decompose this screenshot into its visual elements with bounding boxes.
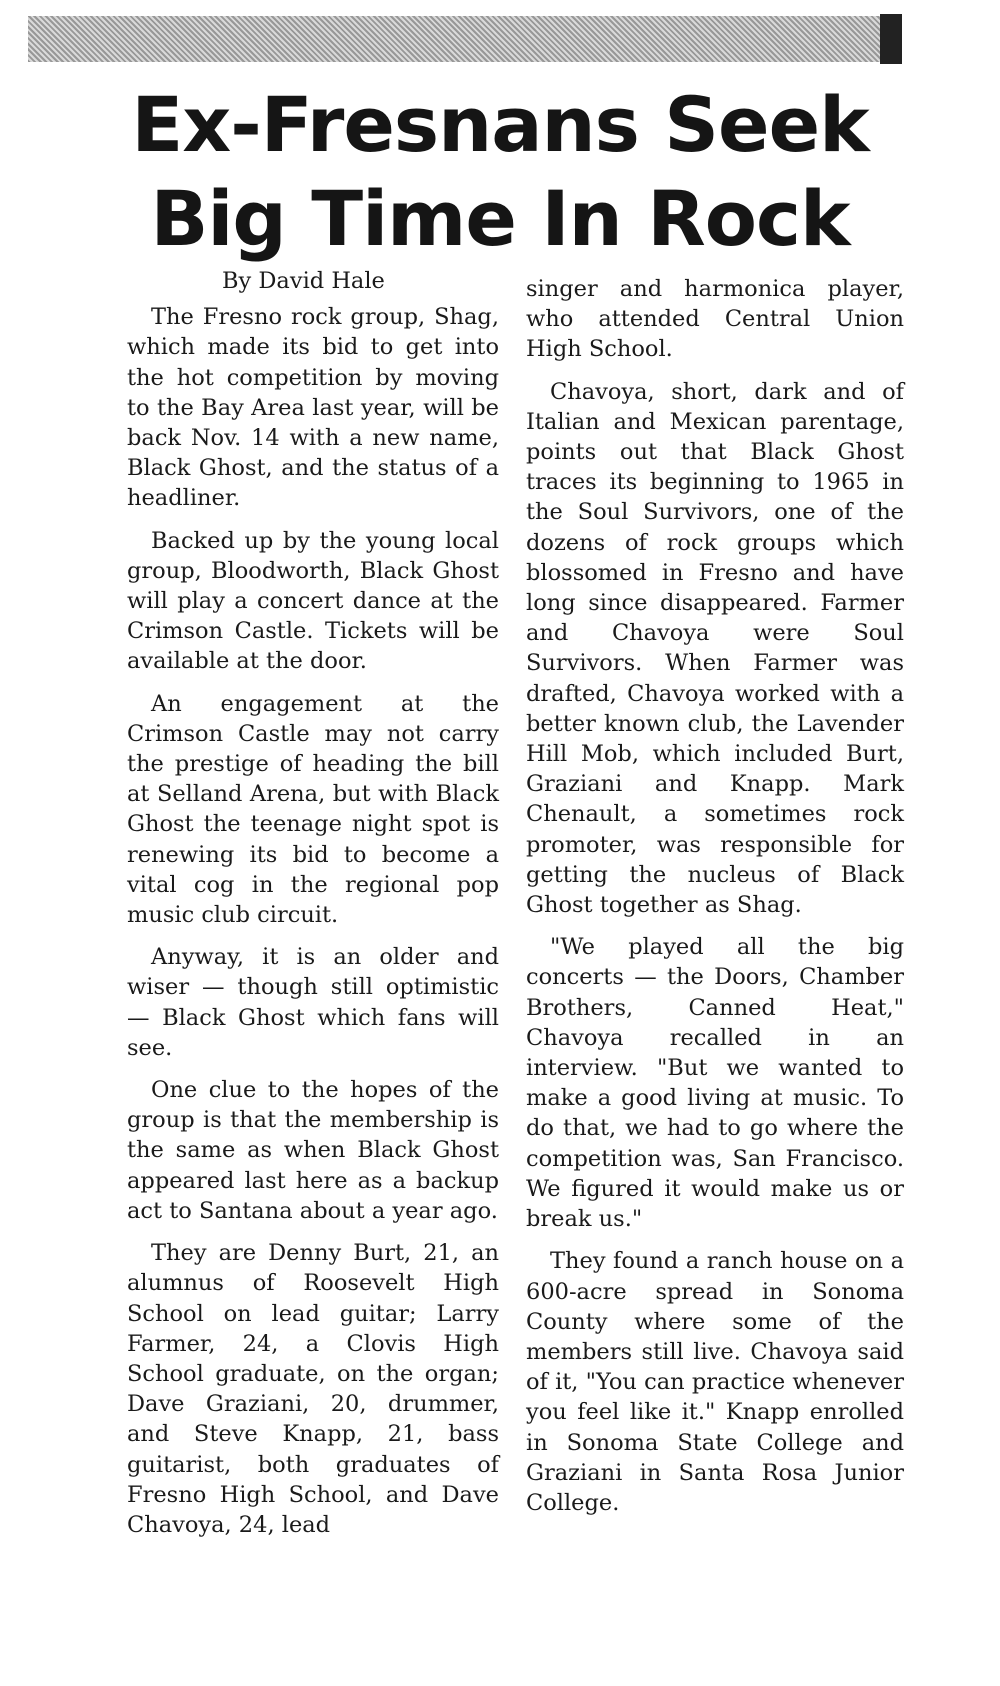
headline-line-1: Ex-Fresnans Seek (131, 80, 869, 169)
paragraph: The Fresno rock group, Shag, which made its bid to get into the hot competition by moving to the Bay Area last year, will be back Nov. 14 with a new name, Black Ghost, and the status of a headliner. (127, 304, 499, 512)
paragraph: Anyway, it is an older and wiser — though still optimistic — Black Ghost which fans will see. (127, 944, 499, 1061)
paragraph: "We played all the big concerts — the Doors, Chamber Brothers, Canned Heat," Chavoya recalled in an interview. "But we wanted to make a good living at music. To do that, we had to go where the competition was, San Francisco. We figured it would make us or break us." (526, 934, 904, 1233)
paragraph: They are Denny Burt, 21, an alumnus of Roosevelt High School on lead guitar; Larry Farmer, 24, a Clovis High School graduate, on the organ; Dave Graziani, 20, drummer, and Steve Knapp, 21, bass guitarist, both graduates of Fresno High School, and Dave Chavoya, 24, lead (127, 1240, 499, 1538)
headline-line-2: Big Time In Rock (150, 174, 850, 263)
decorative-top-rule (28, 16, 901, 62)
paragraph: One clue to the hopes of the group is that the membership is the same as when Black Ghost appeared last here as a backup act to Santana about a year ago. (127, 1077, 499, 1224)
headline (0, 78, 1000, 266)
decorative-top-rule-end (880, 14, 902, 64)
paragraph: Backed up by the young local group, Bloodworth, Black Ghost will play a concert dance at the Crimson Castle. Tickets will be available at the door. (127, 527, 499, 675)
byline: By David Hale (222, 268, 385, 294)
paragraph: An engagement at the Crimson Castle may not carry the prestige of heading the bill at Selland Arena, but with Black Ghost the teenage night spot is renewing its bid to become a vital cog in the regional pop music club circuit. (127, 690, 499, 929)
article-column-right (526, 274, 904, 1530)
paragraph-continued: singer and harmonica player, who attended Central Union High School. (526, 276, 904, 363)
article-column-left (127, 266, 499, 1552)
paragraph: They found a ranch house on a 600-acre spread in Sonoma County where some of the members still live. Chavoya said of it, "You can practice whenever you feel like it." Knapp enrolled in Sonoma State College and Graziani in Santa Rosa Junior College. (526, 1248, 904, 1516)
paragraph: Chavoya, short, dark and of Italian and Mexican parentage, points out that Black Ghost traces its beginning to 1965 in the Soul Survivors, one of the dozens of rock groups which blossomed in Fresno and have long since disappeared. Farmer and Chavoya were Soul Survivors. When Farmer was drafted, Chavoya worked with a better known club, the Lavender Hill Mob, which included Burt, Graziani and Knapp. Mark Chenault, a sometimes rock promoter, was responsible for getting the nucleus of Black Ghost together as Shag. (526, 378, 904, 919)
